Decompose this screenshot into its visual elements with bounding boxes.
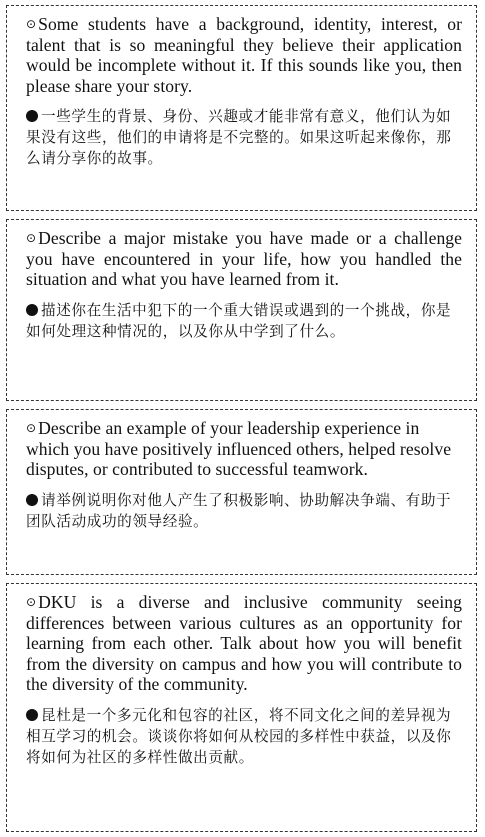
prompt-chinese — [26, 106, 462, 169]
prompt-english-text: Describe an example of your leadership experience in which you have positively influenced others, helped resolve disputes, or contributed to successful teamwork. — [26, 418, 452, 479]
prompt-chinese-text: 昆杜是一个多元化和包容的社区，将不同文化之间的差异视为相互学习的机会。谈谈你将如何从校园的多样性中获益，以及你将如何为社区的多样性做出贡献。 — [26, 706, 452, 766]
prompt-chinese — [26, 705, 462, 768]
prompt-english-text: Describe a major mistake you have made or a challenge you have encountered in your life, how you handled the situation and what you have learned from it. — [26, 228, 462, 289]
prompt-chinese — [26, 300, 462, 342]
prompt-english-text: DKU is a diverse and inclusive community seeing differences between various cultures as an opportunity for learning from each other. Talk about how you will benefit from the diversity on campus and how you will contribute to the diversity of the community. — [26, 592, 462, 694]
prompt-english — [26, 418, 462, 480]
prompt-card-3 — [6, 409, 477, 575]
prompt-english — [26, 228, 462, 290]
bullet-icon — [26, 304, 38, 316]
prompt-chinese — [26, 490, 462, 532]
prompt-chinese-text: 一些学生的背景、身份、兴趣或才能非常有意义，他们认为如果没有这些，他们的申请将是不完整的。如果这听起来像你，那么请分享你的故事。 — [26, 108, 452, 167]
prompt-chinese-text: 描述你在生活中犯下的一个重大错误或遇到的一个挑战，你是如何处理这种情况的，以及你从中学到了什么。 — [26, 301, 452, 340]
prompt-card-2 — [6, 219, 477, 401]
bullet-icon — [26, 494, 38, 506]
bullet-icon — [26, 110, 38, 122]
prompt-card-4 — [6, 583, 477, 832]
circle-dot-icon: ⊙ — [26, 595, 37, 609]
circle-dot-icon: ⊙ — [26, 421, 37, 435]
circle-dot-icon: ⊙ — [26, 17, 37, 31]
prompt-english — [26, 592, 462, 695]
prompt-english-text: Some students have a background, identity, interest, or talent that is so meaningful they believe their application would be incomplete without it. If this sounds like you, then please share your story. — [26, 14, 462, 96]
prompt-english — [26, 14, 462, 96]
prompt-card-1 — [6, 5, 477, 211]
circle-dot-icon: ⊙ — [26, 231, 37, 245]
prompt-chinese-text: 请举例说明你对他人产生了积极影响、协助解决争端、有助于团队活动成功的领导经验。 — [26, 491, 452, 530]
bullet-icon — [26, 709, 38, 721]
